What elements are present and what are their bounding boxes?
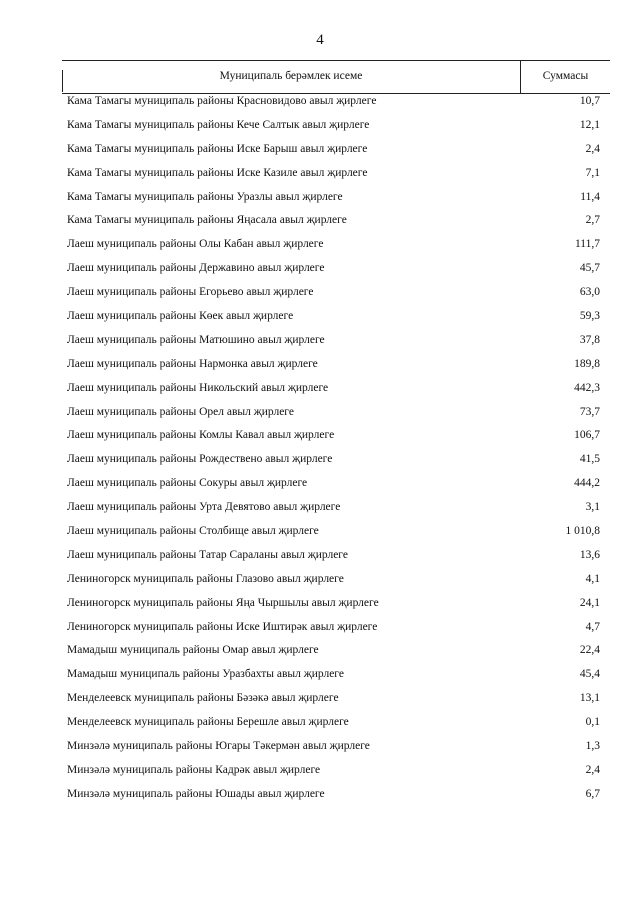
- table-row: [67, 138, 600, 162]
- amount-value: 73,7: [579, 405, 600, 418]
- amount-value: 45,4: [579, 668, 600, 681]
- amount-value: 3,1: [585, 501, 600, 514]
- table-row: [67, 639, 600, 663]
- table-row: [67, 687, 600, 711]
- amount-value: 444,2: [574, 477, 600, 490]
- table-row: [67, 329, 600, 353]
- municipality-name: Лаеш муниципаль районы Көек авыл җирлеге: [67, 310, 294, 323]
- table-row: [67, 783, 600, 807]
- table-row: [67, 424, 600, 448]
- table-row: [67, 186, 600, 210]
- amount-value: 2,4: [585, 763, 600, 776]
- amount-value: 0,1: [585, 716, 600, 729]
- amount-value: 1 010,8: [565, 525, 600, 538]
- municipality-name: Лениногорск муниципаль районы Иске Иштирәк авыл җирлеге: [67, 620, 378, 633]
- table-row: [67, 711, 600, 735]
- table-row: [67, 472, 600, 496]
- amount-value: 41,5: [579, 453, 600, 466]
- table-row: [67, 90, 600, 114]
- column-header-name: Муниципаль берәмлек исеме: [219, 70, 363, 82]
- municipality-name: Мамадыш муниципаль районы Уразбахты авыл җирлеге: [67, 668, 344, 681]
- municipality-name: Кама Тамагы муниципаль районы Иске Казиле авыл җирлеге: [67, 166, 368, 179]
- amount-value: 106,7: [574, 429, 600, 442]
- amount-value: 63,0: [579, 286, 600, 299]
- amount-value: 10,7: [579, 95, 600, 107]
- municipality-name: Лаеш муниципаль районы Никольский авыл җирлеге: [67, 381, 329, 394]
- municipality-name: Лаеш муниципаль районы Урта Девятово авыл җирлеге: [67, 501, 341, 514]
- table-row: [67, 114, 600, 138]
- table-row: [67, 592, 600, 616]
- table-header: [62, 60, 610, 94]
- table-row: [67, 162, 600, 186]
- amount-value: 1,3: [585, 740, 600, 753]
- municipality-name: Менделеевск муниципаль районы Бәзәкә авыл җирлеге: [67, 692, 339, 705]
- municipality-name: Лаеш муниципаль районы Олы Кабан авыл җирлеге: [67, 238, 324, 251]
- table-row: [67, 735, 600, 759]
- table-row: [67, 759, 600, 783]
- municipality-name: Мамадыш муниципаль районы Омар авыл җирлеге: [67, 644, 319, 657]
- amount-value: 13,6: [579, 548, 600, 561]
- amount-value: 7,1: [585, 166, 600, 179]
- municipality-name: Лаеш муниципаль районы Рождествено авыл җирлеге: [67, 453, 333, 466]
- table-row: [67, 305, 600, 329]
- table-row: [67, 257, 600, 281]
- table-row: [67, 401, 600, 425]
- amount-value: 189,8: [574, 357, 600, 370]
- municipality-name: Кама Тамагы муниципаль районы Кече Салтык авыл җирлеге: [67, 118, 370, 131]
- table-row: [67, 568, 600, 592]
- page-number: 4: [316, 32, 324, 48]
- table-row: [67, 663, 600, 687]
- table-row: [67, 496, 600, 520]
- table-row: [67, 448, 600, 472]
- municipality-name: Минзәлә муниципаль районы Кадрәк авыл җирлеге: [67, 763, 321, 776]
- municipality-name: Минзәлә муниципаль районы Югары Тәкермән авыл җирлеге: [67, 740, 370, 753]
- column-header-sum: Суммасы: [542, 70, 589, 82]
- municipality-name: Лаеш муниципаль районы Державино авыл җирлеге: [67, 262, 325, 275]
- amount-value: 111,7: [574, 238, 600, 251]
- amount-value: 13,1: [579, 692, 600, 705]
- table-body: [67, 90, 600, 807]
- municipality-name: Лаеш муниципаль районы Сокуры авыл җирлеге: [67, 477, 308, 490]
- table-row: [67, 616, 600, 640]
- table-row: [67, 233, 600, 257]
- amount-value: 2,4: [585, 142, 600, 155]
- municipality-name: Кама Тамагы муниципаль районы Яңасала авыл җирлеге: [67, 214, 347, 227]
- municipality-name: Лаеш муниципаль районы Матюшино авыл җирлеге: [67, 333, 325, 346]
- table-row: [67, 520, 600, 544]
- table-row: [67, 209, 600, 233]
- municipality-name: Лаеш муниципаль районы Орел авыл җирлеге: [67, 405, 294, 418]
- table-row: [67, 281, 600, 305]
- amount-value: 4,7: [585, 620, 600, 633]
- amount-value: 59,3: [579, 310, 600, 323]
- municipality-name: Лаеш муниципаль районы Столбище авыл җирлеге: [67, 525, 319, 538]
- table-row: [67, 544, 600, 568]
- municipality-name: Лаеш муниципаль районы Нармонка авыл җирлеге: [67, 357, 318, 370]
- amount-value: 37,8: [579, 333, 600, 346]
- municipality-name: Кама Тамагы муниципаль районы Красновидово авыл җирлеге: [67, 95, 377, 107]
- municipality-name: Лаеш муниципаль районы Комлы Кавал авыл җирлеге: [67, 429, 335, 442]
- municipality-name: Кама Тамагы муниципаль районы Уразлы авыл җирлеге: [67, 190, 343, 203]
- municipality-name: Менделеевск муниципаль районы Берешле авыл җирлеге: [67, 716, 349, 729]
- amount-value: 442,3: [574, 381, 600, 394]
- municipality-name: Лениногорск муниципаль районы Яңа Чыршылы авыл җирлеге: [67, 596, 379, 609]
- amount-value: 22,4: [579, 644, 600, 657]
- table-row: [67, 377, 600, 401]
- amount-value: 24,1: [579, 596, 600, 609]
- table-row: [67, 353, 600, 377]
- municipality-name: Лениногорск муниципаль районы Глазово авыл җирлеге: [67, 572, 344, 585]
- municipality-name: Минзәлә муниципаль районы Юшады авыл җирлеге: [67, 787, 325, 800]
- amount-value: 11,4: [580, 190, 600, 203]
- amount-value: 2,7: [585, 214, 600, 227]
- municipality-name: Кама Тамагы муниципаль районы Иске Барыш авыл җирлеге: [67, 142, 368, 155]
- municipality-name: Лаеш муниципаль районы Егорьево авыл җирлеге: [67, 286, 314, 299]
- amount-value: 12,1: [579, 118, 600, 131]
- amount-value: 45,7: [579, 262, 600, 275]
- municipality-name: Лаеш муниципаль районы Татар Сараланы авыл җирлеге: [67, 548, 348, 561]
- amount-value: 6,7: [585, 787, 600, 800]
- amount-value: 4,1: [585, 572, 600, 585]
